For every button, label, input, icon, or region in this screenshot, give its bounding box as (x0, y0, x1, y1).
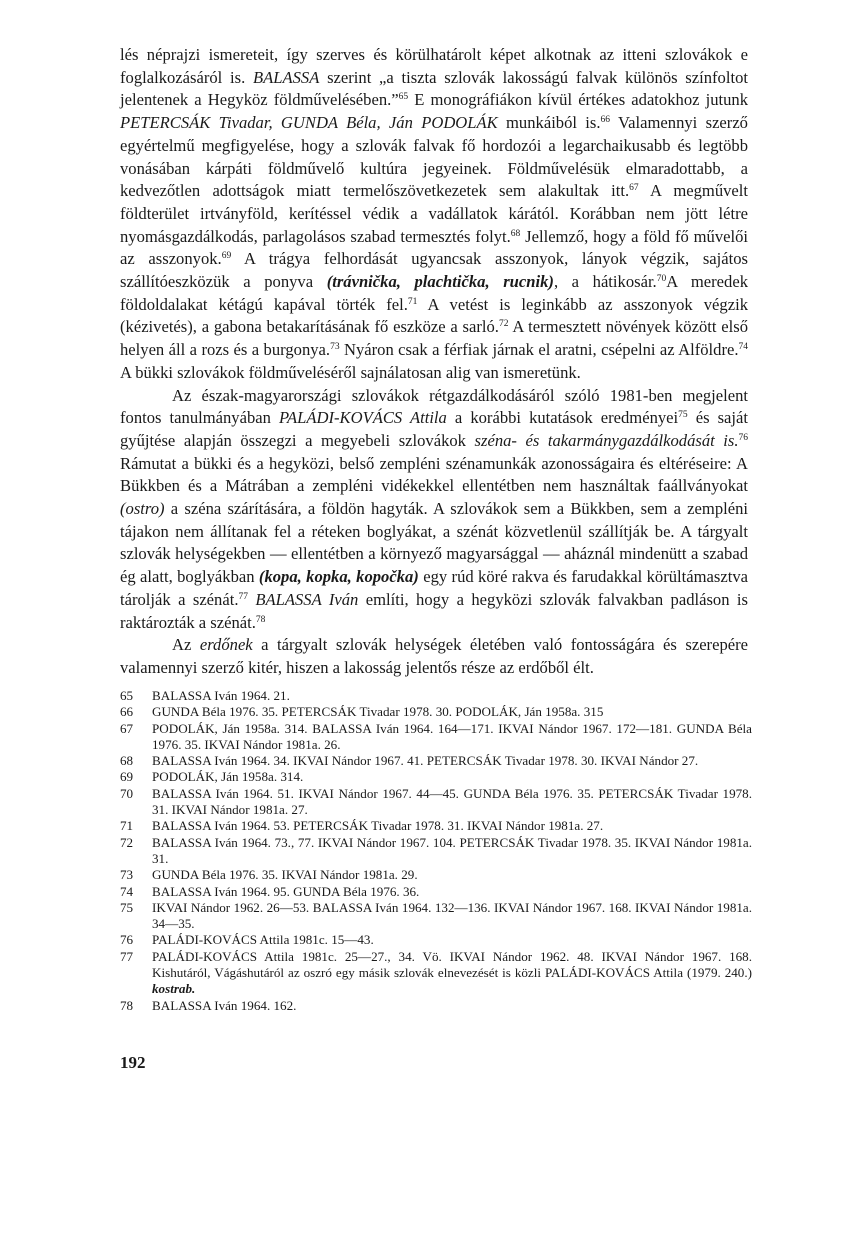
emphasized-text: erdőnek (199, 635, 253, 655)
footnote-text (152, 688, 752, 704)
footnote (120, 867, 752, 883)
footnote (120, 949, 752, 998)
footnote-text (152, 867, 752, 883)
text-run: A vetést is leginkább az asszonyok végzik (kézivetés), a gabona betakarításának fő eszköze a sarló. (120, 294, 748, 337)
footnote-text (152, 884, 752, 900)
footnote-number: 69 (120, 769, 134, 785)
text-run: Rámutat a bükki és a hegyközi, belső zempléni szénamunkák azonosságaira és eltéréseire: A Bükkben és a Mátrában a zempléni vidékekkel ellentétben nem használtak faállványokat (120, 453, 748, 496)
footnote-number: 70 (120, 785, 134, 801)
footnote-text (152, 769, 752, 785)
footnote-body: GUNDA Béla 1976. 35. IKVAI Nándor 1981a. 29. (152, 867, 418, 883)
footnote-body: BALASSA Iván 1964. 53. PETERCSÁK Tivadar 1978. 31. IKVAI Nándor 1981a. 27. (152, 818, 604, 834)
emphasized-text: PETERCSÁK Tivadar, GUNDA Béla, Ján PODOLÁK (120, 113, 498, 133)
footnote-ref: 66 (600, 115, 611, 126)
footnotes (120, 688, 752, 1014)
page-body (120, 44, 748, 680)
footnote-number: 67 (120, 720, 134, 736)
footnote-text (152, 835, 752, 868)
text-run: E monográfiákon kívül értékes adatokhoz jutunk (408, 90, 748, 110)
footnote (120, 769, 752, 785)
footnote-ref: 70 (656, 274, 667, 285)
emphasized-text: (ostro) (120, 499, 165, 519)
footnote-text (152, 786, 752, 819)
footnote-emphasis: kostrab. (152, 981, 196, 997)
footnote-body: BALASSA Iván 1964. 73., 77. IKVAI Nándor 1967. 104. PETERCSÁK Tivadar 1978. 35. IKVAI Nándor 1981a. 31. (152, 834, 752, 866)
footnote-ref: 75 (678, 410, 688, 421)
paragraph (120, 385, 748, 635)
footnote-ref: 72 (498, 319, 509, 330)
main-text (120, 44, 748, 680)
footnote-number: 75 (120, 899, 134, 915)
footnote-text (152, 753, 752, 769)
text-run: A trágya felhordását ugyancsak asszonyok, lányok végzik, sajátos szállítóeszközük a ponyva (120, 249, 748, 292)
footnote-body: PALÁDI-KOVÁCS Attila 1981c. 15—43. (152, 932, 374, 948)
footnote (120, 932, 752, 948)
footnote (120, 900, 752, 933)
emphasized-text: (trávnička, plachtička, rucnik) (326, 272, 554, 292)
emphasized-text: széna- és takarmánygazdálkodását is. (474, 430, 739, 450)
footnote-number: 73 (120, 867, 134, 883)
page-number: 192 (120, 1053, 146, 1072)
footnote-number: 66 (120, 704, 134, 720)
footnote-text (152, 949, 752, 998)
footnote-body: IKVAI Nándor 1962. 26—53. BALASSA Iván 1964. 132—136. IKVAI Nándor 1967. 168. IKVAI Nándor 1981a. 34—35. (152, 899, 752, 932)
footnote (120, 786, 752, 819)
text-run: A bükki szlovákok földműveléséről sajnálatosan alig van ismeretünk. (120, 362, 581, 382)
footnote-body: BALASSA Iván 1964. 34. IKVAI Nándor 1967. 41. PETERCSÁK Tivadar 1978. 30. IKVAI Nándor 27. (152, 753, 699, 769)
text-run: Az észak-magyarországi szlovákok rétgazdálkodásáról szóló 1981-ben megjelent fontos tanulmányában (120, 385, 748, 428)
text-run: a tárgyalt szlovák helységek életében való fontosságára és szerepére valamennyi szerző kitér, hiszen a lakosság jelentős része az erdőből élt. (120, 635, 749, 677)
footnote-body: PODOLÁK, Ján 1958a. 314. (152, 769, 304, 785)
text-run: a korábbi kutatások eredményei (446, 408, 679, 428)
footnote-ref: 77 (238, 591, 248, 602)
text-run: a széna szárítására, a földön hagyták. A szlovákok sem a Bükkben, sem a zempléni tájakon nem állítanak fel a réteken boglyákat, a szénát közvetlenül szállítják be. A tárgyalt szlovák helységekben — ellentétben a környező magyarsággal — aháznál mindenütt a szabad ég alatt, boglyákban (120, 499, 748, 587)
footnote-number: 77 (120, 948, 134, 964)
footnote-body: PODOLÁK, Ján 1958a. 314. BALASSA Iván 1964. 164—171. IKVAI Nándor 1967. 172—181. GUNDA Béla 1976. 35. IKVAI Nándor 1981a. 26. (152, 720, 752, 752)
footnote-body: BALASSA Iván 1964. 162. (152, 997, 297, 1013)
footnote-text (152, 900, 752, 933)
footnote-ref: 71 (407, 296, 418, 307)
text-run: Valamennyi szerző egyértelmű megfigyelése, hogy a szlovák falvak fő hordozói a legarchaikusabb és legtöbb vonásában kárpáti földművelő kultúra jegyeinek. Földművelésük elmaradottabb, a kedvezőtlen adottságok miatt termelőszövetkezetek sem alakultak itt. (120, 113, 748, 201)
text-run: munkáiból is. (497, 113, 601, 133)
text-run: , a hátikosár. (553, 272, 657, 292)
emphasized-text: (kopa, kopka, kopočka) (258, 567, 419, 587)
footnote (120, 753, 752, 769)
footnote-text (152, 818, 752, 834)
footnote-body: BALASSA Iván 1964. 51. IKVAI Nándor 1967. 44—45. GUNDA Béla 1976. 35. PETERCSÁK Tivadar 1978. 31. IKVAI Nándor 1981a. 27. (152, 785, 752, 818)
text-run: egy rúd köré rakva és farudakkal körültámasztva tárolják a szénát. (120, 567, 749, 609)
footnote-ref: 69 (221, 251, 232, 262)
emphasized-text: PALÁDI-KOVÁCS Attila (278, 408, 447, 428)
emphasized-text: BALASSA Iván (255, 589, 359, 609)
footnote-ref: 67 (629, 183, 639, 194)
footnote-number: 74 (120, 883, 134, 899)
footnote-ref: 73 (330, 342, 340, 353)
footnote (120, 721, 752, 754)
footnote-number: 72 (120, 834, 134, 850)
footnote (120, 688, 752, 704)
footnote (120, 884, 752, 900)
text-run: A meredek földoldalakat kétágú kapával törték fel. (120, 272, 749, 314)
footnote (120, 818, 752, 834)
text-run: lés néprajzi ismereteit, így szerves és körülhatárolt képet alkotnak az itteni szlovákok e foglalkozásáról is. (120, 45, 748, 87)
text-run: Jellemző, hogy a föld fő művelői az asszonyok. (120, 226, 749, 269)
emphasized-text: BALASSA (252, 67, 320, 87)
footnote-body: PALÁDI-KOVÁCS Attila 1981c. 25—27., 34. Vö. IKVAI Nándor 1962. 48. IKVAI Nándor 1967. 168. Kishutáról, Vágáshutáról az oszró egy másik szlovák elnevezését is közli PALÁDI-KOVÁCS Attila (1979. 240.) (152, 948, 752, 981)
footnote-text (152, 998, 752, 1014)
footnote-body: GUNDA Béla 1976. 35. PETERCSÁK Tivadar 1978. 30. PODOLÁK, Ján 1958a. 315 (152, 704, 604, 720)
paragraph (120, 44, 748, 385)
text-run: és saját gyűjtése alapján összegzi a megyebeli szlovákok (120, 408, 748, 450)
footnote-number: 65 (120, 688, 134, 703)
text-run: említi, hogy a hegyközi szlovák falvakban padláson is raktározták a szénát. (120, 589, 748, 632)
footnote-number: 76 (120, 932, 134, 948)
text-run: szerint „a tiszta szlovák lakosságú falvak különös színfoltot jelentenek a Hegyköz földművelésében.” (120, 67, 748, 110)
footnote-text (152, 704, 752, 720)
footnote-body: BALASSA Iván 1964. 95. GUNDA Béla 1976. 36. (152, 883, 420, 899)
paragraph (120, 634, 748, 679)
footnote-number: 71 (120, 818, 134, 834)
footnote-ref: 78 (255, 614, 266, 625)
footnote-text (152, 932, 752, 948)
footnote-text (152, 721, 752, 754)
footnote-ref: 74 (738, 342, 748, 353)
footnote-ref: 68 (510, 228, 521, 239)
footnote-ref: 65 (398, 92, 409, 103)
footnote (120, 835, 752, 868)
footnote-number: 78 (120, 997, 134, 1013)
text-run: Nyáron csak a férfiak járnak el aratni, csépelni az Alföldre. (339, 340, 739, 360)
footnote (120, 704, 752, 720)
footnote-number: 68 (120, 753, 134, 769)
footnote (120, 998, 752, 1014)
text-run: A megművelt földterület irtványföld, kerítéssel védik a vadállatok kárától. Korábban nem jött létre nyomásgazdálkodás, parlagolásos szabad termesztés folyt. (120, 181, 748, 246)
footnote-body: BALASSA Iván 1964. 21. (152, 688, 290, 703)
text-run: Az (172, 635, 200, 655)
text-run: A termesztett növények között első helyen áll a rozs és a burgonya. (120, 317, 748, 360)
footnote-ref: 76 (738, 432, 749, 443)
